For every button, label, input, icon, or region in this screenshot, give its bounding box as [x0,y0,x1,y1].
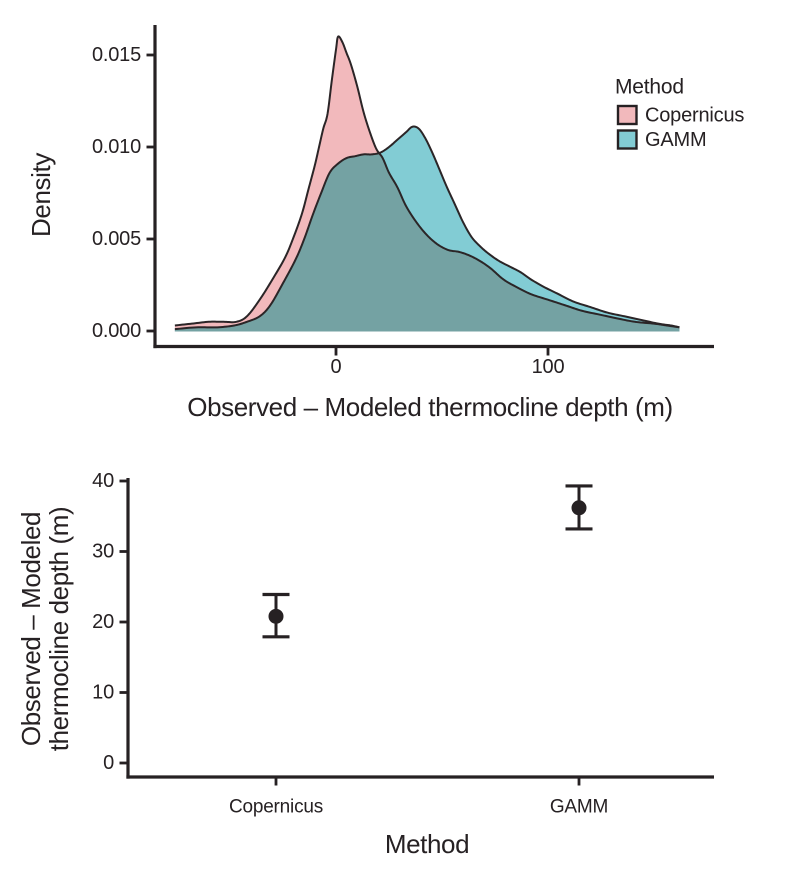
density-x-tick-label: 0 [330,356,342,378]
density-y-tick-label: 0.000 [91,320,141,342]
density-x-axis-title: Observed – Modeled thermocline depth (m) [187,392,673,422]
mean-point [572,500,587,515]
legend-title: Method [615,75,684,99]
pointrange-x-axis-title: Method [384,829,470,859]
density-y-tick-label: 0.010 [91,136,141,158]
pointrange-y-axis-title-line2: thermocline depth (m) [44,506,74,752]
legend-swatch-gamm [618,131,637,149]
pointrange-y-tick-label: 0 [103,752,114,774]
legend-swatch-copernicus [618,106,637,124]
density-y-tick-label: 0.005 [91,228,141,250]
category-label-gamm: GAMM [549,796,609,818]
pointrange-y-axis-title-line1: Observed – Modeled [16,511,46,747]
legend-label-gamm: GAMM [645,129,707,151]
pointrange-y-tick-label: 40 [92,470,114,492]
pointrange-y-tick-label: 20 [92,611,114,633]
pointrange-y-tick-label: 10 [92,681,114,704]
density-y-tick-label: 0.015 [91,44,141,66]
category-label-copernicus: Copernicus [228,796,324,818]
legend-label-copernicus: Copernicus [645,104,745,127]
density-x-tick-label: 100 [531,356,565,378]
mean-point [269,609,284,624]
pointrange-y-tick-label: 30 [92,540,114,563]
density-y-axis-title: Density [26,153,56,237]
